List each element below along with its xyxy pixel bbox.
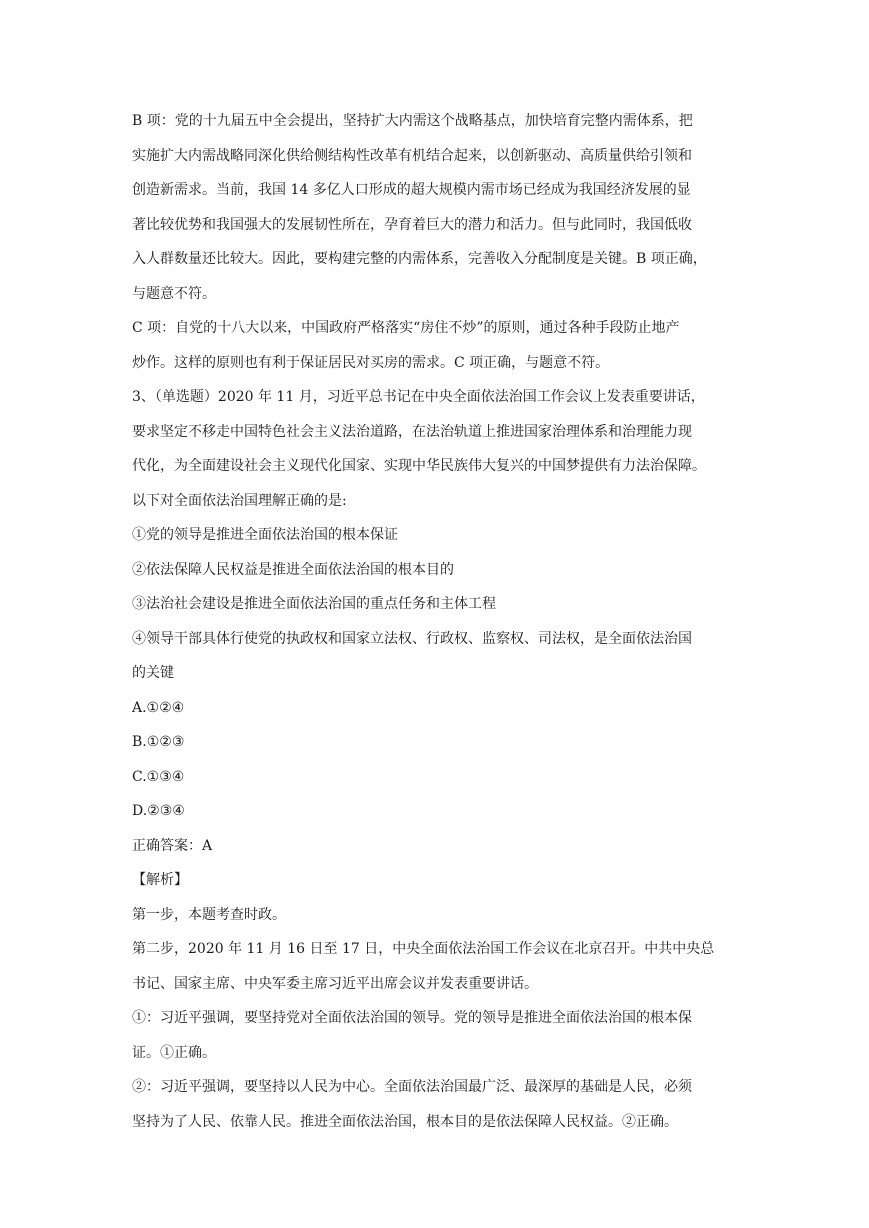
text-line: 证。①正确。	[132, 1044, 216, 1061]
option-b-analysis-paragraph	[132, 104, 732, 311]
correct-answer-paragraph	[132, 829, 732, 864]
text-line: C 项：自党的十八大以来，中国政府严格落实“房住不炒”的原则，通过各种手段防止地产	[132, 320, 680, 336]
text-line: ①：习近平强调，要坚持党对全面依法治国的领导。党的领导是推进全面依法治国的根本保	[132, 1010, 692, 1026]
text-line: 与题意不符。	[132, 285, 216, 302]
document-body	[132, 104, 732, 1139]
text-line: 的关键	[132, 665, 174, 681]
statement-4-paragraph	[132, 622, 732, 691]
choice-c-paragraph	[132, 760, 732, 795]
text-line: 坚持为了人民、依靠人民。推进全面依法治国，根本目的是依法保障人民权益。②正确。	[132, 1113, 678, 1130]
text-line: 【解析】	[132, 872, 188, 888]
text-line: 著比较优势和我国强大的发展韧性所在，孕育着巨大的潜力和活力。但与此同时，我国低收	[132, 216, 692, 233]
choice-a-paragraph	[132, 691, 732, 726]
text-line: D.②③④	[132, 803, 185, 819]
choice-d-paragraph	[132, 794, 732, 829]
option-c-analysis-paragraph	[132, 311, 732, 380]
step-1-paragraph	[132, 898, 732, 933]
text-line: 入人群数量还比较大。因此，要构建完整的内需体系，完善收入分配制度是关键。B 项正确，	[132, 251, 707, 267]
text-line: B 项：党的十九届五中全会提出，坚持扩大内需这个战略基点，加快培育完整内需体系，把	[132, 113, 693, 129]
text-line: 书记、国家主席、中央军委主席习近平出席会议并发表重要讲话。	[132, 975, 538, 992]
text-line: A.①②④	[132, 699, 185, 716]
analysis-heading-paragraph	[132, 863, 732, 898]
text-line: B.①②③	[132, 734, 185, 750]
text-line: ③法治社会建设是推进全面依法治国的重点任务和主体工程	[132, 596, 496, 612]
choice-b-paragraph	[132, 725, 732, 760]
text-line: 以下对全面依法治国理解正确的是:	[132, 492, 347, 509]
text-line: ④领导干部具体行使党的执政权和国家立法权、行政权、监察权、司法权，是全面依法治国	[132, 630, 692, 647]
text-line: 炒作。这样的原则也有利于保证居民对买房的需求。C 项正确，与题意不符。	[132, 354, 610, 371]
text-line: ②依法保障人民权益是推进全面依法治国的根本目的	[132, 561, 454, 578]
text-line: 代化，为全面建设社会主义现代化国家、实现中华民族伟大复兴的中国梦提供有力法治保障。	[132, 458, 706, 474]
analysis-1-paragraph	[132, 1001, 732, 1070]
text-line: C.①③④	[132, 768, 185, 785]
text-line: ①党的领导是推进全面依法治国的根本保证	[132, 527, 398, 543]
text-line: 第一步，本题考查时政。	[132, 906, 286, 923]
step-2-paragraph	[132, 932, 732, 1001]
analysis-2-paragraph	[132, 1070, 732, 1139]
text-line: 创造新需求。当前，我国 14 多亿人口形成的超大规模内需市场已经成为我国经济发展的显	[132, 182, 691, 198]
text-line: 正确答案：A	[132, 837, 213, 854]
text-line: 第二步，2020 年 11 月 16 日至 17 日，中央全面依法治国工作会议在北京召开。中共中央总	[132, 941, 715, 957]
text-line: ②：习近平强调，要坚持以人民为中心。全面依法治国最广泛、最深厚的基础是人民，必须	[132, 1079, 692, 1095]
statement-3-paragraph	[132, 587, 732, 622]
statement-2-paragraph	[132, 553, 732, 588]
text-line: 实施扩大内需战略同深化供给侧结构性改革有机结合起来，以创新驱动、高质量供给引领和	[132, 147, 692, 164]
question-3-stem-paragraph	[132, 380, 732, 518]
statement-1-paragraph	[132, 518, 732, 553]
text-line: 要求坚定不移走中国特色社会主义法治道路，在法治轨道上推进国家治理体系和治理能力现	[132, 423, 692, 440]
text-line: 3、（单选题）2020 年 11 月，习近平总书记在中央全面依法治国工作会议上发表重要讲话，	[132, 389, 705, 405]
